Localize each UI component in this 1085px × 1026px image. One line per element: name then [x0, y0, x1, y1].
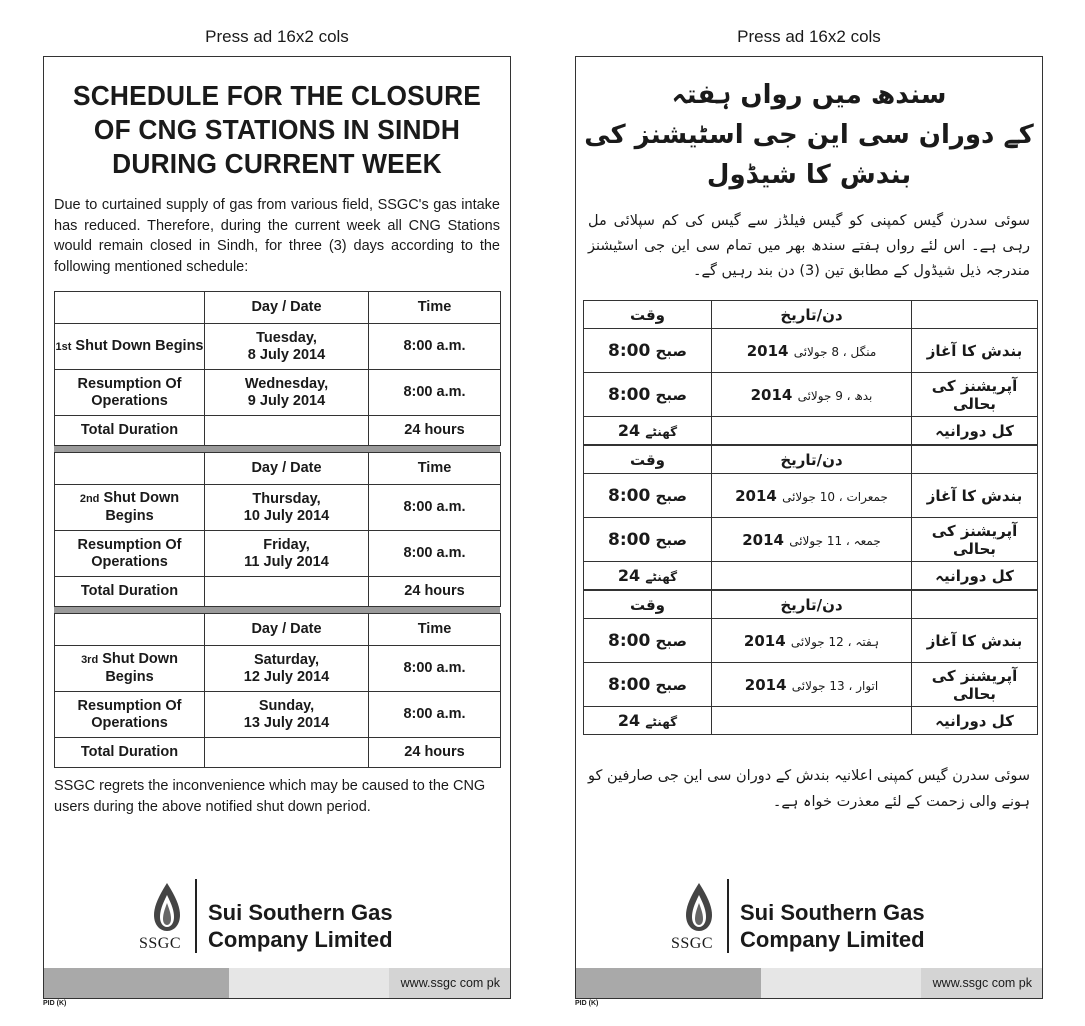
total-label: کل دورانیہ [912, 562, 1038, 590]
total-label: Total Duration [55, 738, 205, 768]
urdu-ad [575, 56, 1043, 999]
total-label: Total Duration [55, 416, 205, 446]
resume-date: Wednesday, 9 July 2014 [205, 370, 369, 416]
english-intro: Due to curtained supply of gas from various field, SSGC's gas intake has reduced. Therefore, during the current week all CNG Stations would remain closed in Sindh, for three (3) days according to the following mentioned schedule: [54, 197, 500, 275]
shutdown-date: Thursday, 10 July 2014 [205, 485, 369, 531]
website-link[interactable]: www.ssgc com pk [921, 968, 1042, 998]
english-ad [43, 56, 511, 999]
header-time: وقت [584, 591, 712, 619]
resume-label: Resumption Of Operations [55, 370, 205, 416]
total-value: گھنٹے 24 [584, 707, 712, 735]
resume-time: 8:00 a.m. [369, 692, 501, 738]
header-empty [55, 453, 205, 485]
resume-label: آپریشنز کی بحالی [912, 373, 1038, 417]
header-day-date: دن/تاریخ [712, 301, 912, 329]
total-value: 24 hours [369, 738, 501, 768]
urdu-intro: سوئی سدرن گیس کمپنی کو گیس فیلڈز سے گیس کی کم سپلائی مل رہی ہے۔ اس لئے رواں ہفتے سندھ بھر میں تمام سی این جی اسٹیشنز مندرجہ ذیل شیڈول کے مطابق تین (3) دن بند رہیں گے۔ [588, 213, 1030, 279]
resume-time: صبح 8:00 [584, 663, 712, 707]
shutdown-time: 8:00 a.m. [369, 485, 501, 531]
resume-time: 8:00 a.m. [369, 370, 501, 416]
pid-label: PID (K) [575, 1000, 599, 1007]
schedule-table-2 [54, 452, 501, 607]
header-day-date: دن/تاریخ [712, 591, 912, 619]
total-value: گھنٹے 24 [584, 562, 712, 590]
english-title [58, 79, 496, 181]
header-day-date: دن/تاریخ [712, 446, 912, 474]
total-empty [205, 416, 369, 446]
shutdown-label: بندش کا آغاز [912, 329, 1038, 373]
shutdown-time: صبح 8:00 [584, 619, 712, 663]
shutdown-label: 2nd Shut Down Begins [55, 485, 205, 531]
shutdown-time: 8:00 a.m. [369, 324, 501, 370]
header-day-date: Day / Date [205, 614, 369, 646]
header-day-date: Day / Date [205, 453, 369, 485]
header-time: وقت [584, 446, 712, 474]
schedule-table-1 [54, 291, 501, 446]
ad-caption-left: Press ad 16x2 cols [205, 27, 349, 46]
title-line: بندش کا شیڈول [706, 160, 912, 190]
resume-time: 8:00 a.m. [369, 531, 501, 577]
resume-time: صبح 8:00 [584, 518, 712, 562]
resume-time: صبح 8:00 [584, 373, 712, 417]
shutdown-time: صبح 8:00 [584, 329, 712, 373]
title-line: کے دوران سی این جی اسٹیشنز کی [584, 120, 1034, 150]
ad-caption-right: Press ad 16x2 cols [737, 27, 881, 46]
resume-date: جمعہ ، 11 جولائی 2014 [712, 518, 912, 562]
resume-date: Sunday, 13 July 2014 [205, 692, 369, 738]
total-value: 24 hours [369, 416, 501, 446]
shutdown-date: جمعرات ، 10 جولائی 2014 [712, 474, 912, 518]
resume-label: Resumption Of Operations [55, 692, 205, 738]
header-time: Time [369, 292, 501, 324]
company-name: Sui Southern Gas Company Limited [208, 900, 393, 952]
shutdown-date: Tuesday, 8 July 2014 [205, 324, 369, 370]
total-value: 24 hours [369, 577, 501, 607]
logo-abbr: SSGC [139, 935, 182, 952]
flame-icon [684, 881, 714, 933]
header-empty [55, 614, 205, 646]
total-empty [712, 562, 912, 590]
shutdown-label: بندش کا آغاز [912, 474, 1038, 518]
shutdown-date: ہفتہ ، 12 جولائی 2014 [712, 619, 912, 663]
header-time: وقت [584, 301, 712, 329]
logo-divider [195, 879, 197, 953]
title-line: سندھ میں رواں ہفتہ [671, 80, 947, 110]
total-empty [205, 738, 369, 768]
urdu-schedule-table-3 [583, 590, 1038, 735]
urdu-schedule-table-1 [583, 300, 1038, 445]
english-regret: SSGC regrets the inconvenience which may be caused to the CNG users during the above notified shut down period. [54, 778, 486, 815]
total-label: Total Duration [55, 577, 205, 607]
header-time: Time [369, 453, 501, 485]
total-label: کل دورانیہ [912, 707, 1038, 735]
resume-date: اتوار ، 13 جولائی 2014 [712, 663, 912, 707]
logo-abbr: SSGC [671, 935, 714, 952]
title-line: OF CNG STATIONS IN SINDH [93, 114, 461, 145]
title-line: DURING CURRENT WEEK [112, 148, 442, 179]
header-empty [912, 591, 1038, 619]
resume-date: Friday, 11 July 2014 [205, 531, 369, 577]
logo-divider [727, 879, 729, 953]
shutdown-label: 3rd Shut Down Begins [55, 646, 205, 692]
shutdown-date: Saturday, 12 July 2014 [205, 646, 369, 692]
total-value: گھنٹے 24 [584, 417, 712, 445]
resume-label: آپریشنز کی بحالی [912, 663, 1038, 707]
website-link[interactable]: www.ssgc com pk [389, 968, 510, 998]
urdu-title [576, 75, 1042, 195]
ssgc-logo [44, 877, 510, 967]
resume-date: بدھ ، 9 جولائی 2014 [712, 373, 912, 417]
resume-label: آپریشنز کی بحالی [912, 518, 1038, 562]
total-empty [712, 707, 912, 735]
header-empty [912, 446, 1038, 474]
total-empty [712, 417, 912, 445]
total-empty [205, 577, 369, 607]
header-empty [55, 292, 205, 324]
urdu-regret: سوئی سدرن گیس کمپنی اعلانیہ بندش کے دوران سی این جی صارفین کو ہونے والی زحمت کے لئے معذرت خواہ ہے۔ [588, 768, 1030, 810]
title-line: SCHEDULE FOR THE CLOSURE [72, 80, 482, 111]
urdu-schedule-table-2 [583, 445, 1038, 590]
shutdown-date: منگل ، 8 جولائی 2014 [712, 329, 912, 373]
header-day-date: Day / Date [205, 292, 369, 324]
shutdown-label: بندش کا آغاز [912, 619, 1038, 663]
shutdown-time: صبح 8:00 [584, 474, 712, 518]
pid-label: PID (K) [43, 1000, 67, 1007]
schedule-table-3 [54, 613, 501, 768]
shutdown-time: 8:00 a.m. [369, 646, 501, 692]
ssgc-logo [576, 877, 1042, 967]
shutdown-label: 1st Shut Down Begins [55, 324, 205, 370]
header-time: Time [369, 614, 501, 646]
resume-label: Resumption Of Operations [55, 531, 205, 577]
header-empty [912, 301, 1038, 329]
total-label: کل دورانیہ [912, 417, 1038, 445]
flame-icon [152, 881, 182, 933]
company-name: Sui Southern Gas Company Limited [740, 900, 925, 952]
